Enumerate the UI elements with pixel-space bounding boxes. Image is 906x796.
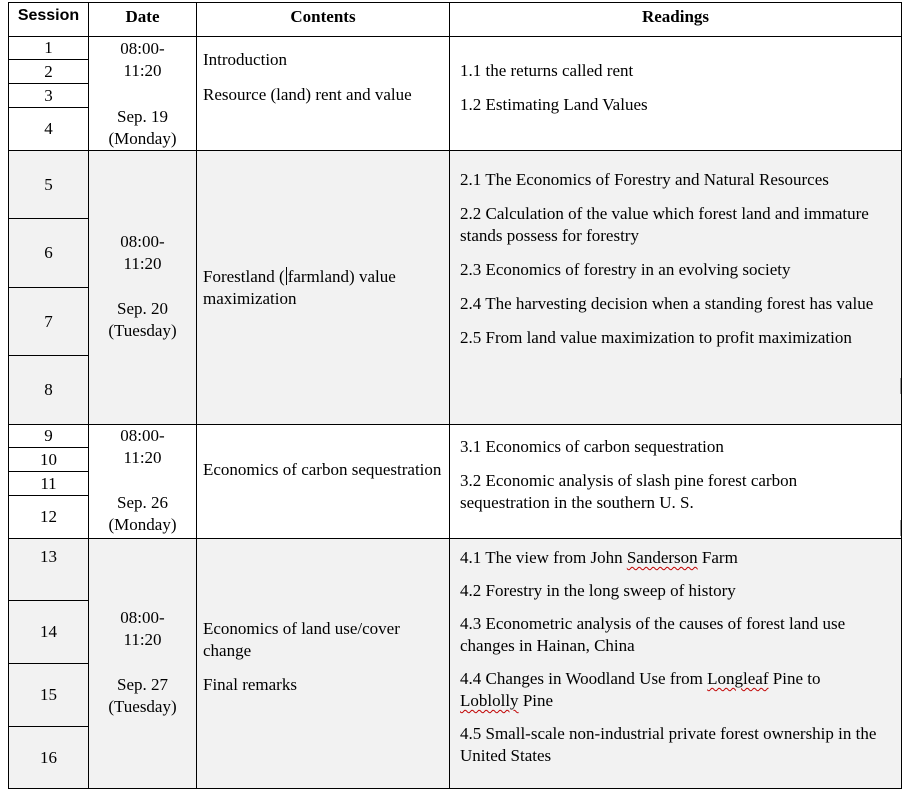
session-number: 10 xyxy=(9,448,89,472)
session-number: 15 xyxy=(9,664,89,727)
date-day: Sep. 20 xyxy=(117,299,168,318)
content-text-part: farmland) value maximization xyxy=(203,267,396,308)
reading-text-part: 4.1 The view from John xyxy=(460,548,627,567)
session-number: 16 xyxy=(9,727,89,789)
date-cell xyxy=(89,425,197,539)
contents-cell xyxy=(197,37,450,151)
time-range: 08:00-11:20 xyxy=(120,39,165,80)
date-cell xyxy=(89,151,197,425)
session-number: 4 xyxy=(9,108,89,151)
time-range: 08:00-11:20 xyxy=(120,608,165,649)
reading-text-part: Pine to xyxy=(768,669,821,688)
session-number: 12 xyxy=(9,496,89,539)
table-row xyxy=(9,425,902,448)
reading-item: 2.4 The harvesting decision when a standing forest has value xyxy=(460,294,874,313)
date-weekday: (Tuesday) xyxy=(108,697,177,716)
session-number: 5 xyxy=(9,151,89,219)
reading-item xyxy=(460,668,891,712)
session-number: 1 xyxy=(9,37,89,60)
reading-item: 1.2 Estimating Land Values xyxy=(460,95,648,114)
reading-text-part: Sanderson xyxy=(626,548,698,567)
readings-cell xyxy=(450,151,902,425)
reading-text-part: Longleaf xyxy=(707,669,769,688)
date-day: Sep. 26 xyxy=(117,493,168,512)
text-cursor-icon xyxy=(286,267,287,285)
reading-text-part: Farm xyxy=(697,548,738,567)
session-number: 14 xyxy=(9,601,89,664)
time-range: 08:00-11:20 xyxy=(120,232,165,273)
date-day: Sep. 19 xyxy=(117,107,168,126)
readings-cell xyxy=(450,37,902,151)
session-number: 8 xyxy=(9,356,89,425)
margin-marker xyxy=(900,378,904,394)
reading-item: 4.5 Small-scale non-industrial private forest ownership in the United States xyxy=(460,724,877,765)
content-text-part: Forestland ( xyxy=(203,267,285,286)
session-number: 9 xyxy=(9,425,89,448)
reading-item: 2.2 Calculation of the value which forest land and immature stands possess for forestry xyxy=(460,204,869,245)
session-number: 13 xyxy=(9,539,89,601)
date-cell xyxy=(89,37,197,151)
margin-marker xyxy=(900,520,904,536)
reading-item: 3.1 Economics of carbon sequestration xyxy=(460,437,724,456)
reading-text-part: 4.4 Changes in Woodland Use from xyxy=(460,669,708,688)
reading-item: 2.3 Economics of forestry in an evolving society xyxy=(460,260,791,279)
readings-cell xyxy=(450,425,902,539)
table-row xyxy=(9,151,902,219)
date-day: Sep. 27 xyxy=(117,675,168,694)
header-row xyxy=(9,3,902,37)
contents-cell xyxy=(197,151,450,425)
contents-cell xyxy=(197,425,450,539)
content-item: Economics of land use/cover change xyxy=(203,619,400,660)
header-session: Session xyxy=(9,3,89,37)
session-number: 11 xyxy=(9,472,89,496)
course-schedule-table xyxy=(8,2,902,789)
readings-cell xyxy=(450,539,902,789)
reading-item: 2.5 From land value maximization to profit maximization xyxy=(460,328,852,347)
reading-item: 3.2 Economic analysis of slash pine forest carbon sequestration in the southern U. S. xyxy=(460,471,798,512)
content-item xyxy=(203,266,443,310)
content-item: Economics of carbon sequestration xyxy=(203,460,442,479)
reading-text-part: Loblolly xyxy=(460,691,519,710)
session-number: 3 xyxy=(9,84,89,108)
reading-item: 1.1 the returns called rent xyxy=(460,61,634,80)
date-weekday: (Monday) xyxy=(108,515,177,534)
session-number: 6 xyxy=(9,219,89,288)
header-date: Date xyxy=(89,3,197,37)
date-weekday: (Monday) xyxy=(108,129,177,148)
reading-item xyxy=(460,547,891,569)
contents-cell xyxy=(197,539,450,789)
time-range: 08:00-11:20 xyxy=(120,426,165,467)
header-readings: Readings xyxy=(450,3,902,37)
content-item: Resource (land) rent and value xyxy=(203,85,412,104)
date-weekday: (Tuesday) xyxy=(108,321,177,340)
table-row xyxy=(9,37,902,60)
header-contents: Contents xyxy=(197,3,450,37)
session-number: 2 xyxy=(9,60,89,84)
date-cell xyxy=(89,539,197,789)
reading-item: 4.3 Econometric analysis of the causes of forest land use changes in Hainan, China xyxy=(460,614,846,655)
session-number: 7 xyxy=(9,288,89,356)
table-row xyxy=(9,539,902,601)
content-item: Introduction xyxy=(203,50,288,69)
reading-item: 2.1 The Economics of Forestry and Natural Resources xyxy=(460,170,829,189)
reading-text-part: Pine xyxy=(518,691,554,710)
reading-item: 4.2 Forestry in the long sweep of history xyxy=(460,581,736,600)
content-item: Final remarks xyxy=(203,675,297,694)
